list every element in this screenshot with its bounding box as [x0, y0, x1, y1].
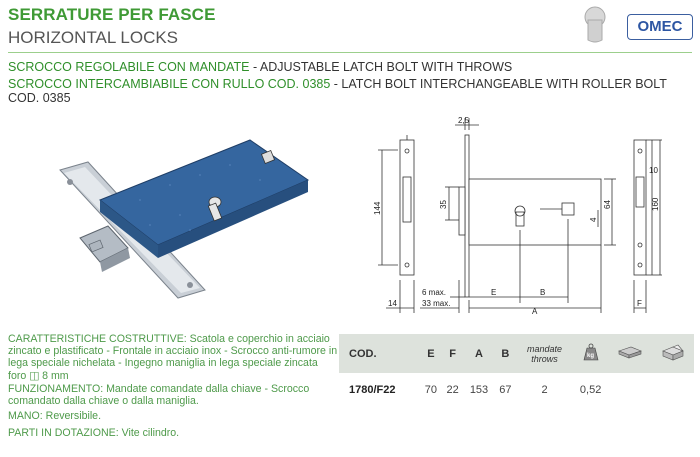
- features-supplied-parts: PARTI IN DOTAZIONE: Vite cilindro.: [8, 427, 180, 439]
- cell-empty-1: [609, 373, 652, 400]
- cell-cod: 1780/F22: [349, 384, 396, 396]
- subtitle-line-1: [8, 60, 512, 74]
- col-e: E: [420, 334, 442, 373]
- col-f: F: [442, 334, 464, 373]
- package-icon: [660, 343, 686, 361]
- features-hand: MANO: Reversibile.: [8, 410, 102, 422]
- dim-35: 35: [439, 200, 448, 209]
- lock-illustration: [50, 130, 315, 305]
- cell-empty-2: [651, 373, 694, 400]
- cell-f: 22: [446, 384, 459, 396]
- subtitle2-it: SCROCCO INTERCAMBIABILE CON RULLO COD. 0385: [8, 77, 331, 91]
- dim-6max: 6 max.: [422, 288, 447, 297]
- kg-label: kg: [586, 353, 594, 359]
- mandate-label: mandate: [527, 343, 563, 354]
- cell-b: 67: [499, 384, 512, 396]
- dim-A: A: [532, 307, 538, 315]
- subtitle1-en: - ADJUSTABLE LATCH BOLT WITH THROWS: [249, 60, 513, 74]
- dim-4: 4: [589, 217, 598, 222]
- throws-label: throws: [531, 353, 558, 364]
- cell-e: 70: [424, 384, 437, 396]
- technical-drawing: [360, 115, 695, 315]
- dim-E: E: [491, 288, 497, 297]
- dim-F: F: [637, 299, 642, 308]
- omec-logo: OMEC: [627, 14, 693, 40]
- col-cod: COD.: [339, 334, 420, 373]
- subtitle1-it: SCROCCO REGOLABILE CON MANDATE: [8, 60, 250, 74]
- dim-160: 160: [651, 197, 660, 211]
- table-header-row: [339, 334, 694, 373]
- col-box-icon: [609, 334, 652, 373]
- dim-2-5: 2,5: [458, 116, 470, 125]
- col-b: B: [495, 334, 517, 373]
- spec-table: [339, 334, 694, 400]
- col-mandate: [516, 334, 573, 373]
- col-a: A: [463, 334, 494, 373]
- page-subtitle: HORIZONTAL LOCKS: [8, 28, 179, 47]
- features-construction: CARATTERISTICHE COSTRUTTIVE: Scatola e coperchio in acciaio zincato e plastificato - Frontale in acciaio inox - Scrocco anti-rumore in lega speciale nichelata - Ingegno maniglia in lega speciale zincata foro ◫ 8 mm: [8, 333, 338, 382]
- box-icon: [617, 344, 643, 360]
- page-title: SERRATURE PER FASCE: [8, 5, 216, 24]
- features-operation: FUNZIONAMENTO: Mandate comandate dalla chiave - Scrocco comandato dalla chiave o dalla maniglia.: [8, 383, 310, 408]
- col-pack-icon: [651, 334, 694, 373]
- dim-144: 144: [373, 201, 382, 215]
- dim-33max: 33 max.: [422, 299, 451, 308]
- dim-14: 14: [388, 299, 397, 308]
- cell-mandate: 2: [541, 384, 548, 396]
- cell-kg: 0,52: [579, 384, 602, 396]
- subtitle-line-2: [8, 77, 700, 105]
- col-weight: [573, 334, 609, 373]
- cylinder-icon: [578, 6, 612, 44]
- dim-B: B: [540, 288, 546, 297]
- subtitle2-en: - LATCH BOLT INTERCHANGEABLE WITH ROLLER BOLT COD. 0385: [8, 77, 667, 105]
- weight-icon: [581, 342, 601, 362]
- table-row: [339, 373, 694, 400]
- dim-10: 10: [649, 166, 658, 175]
- cell-a: 153: [469, 384, 489, 396]
- header-divider: [8, 52, 692, 53]
- dim-64: 64: [603, 200, 612, 209]
